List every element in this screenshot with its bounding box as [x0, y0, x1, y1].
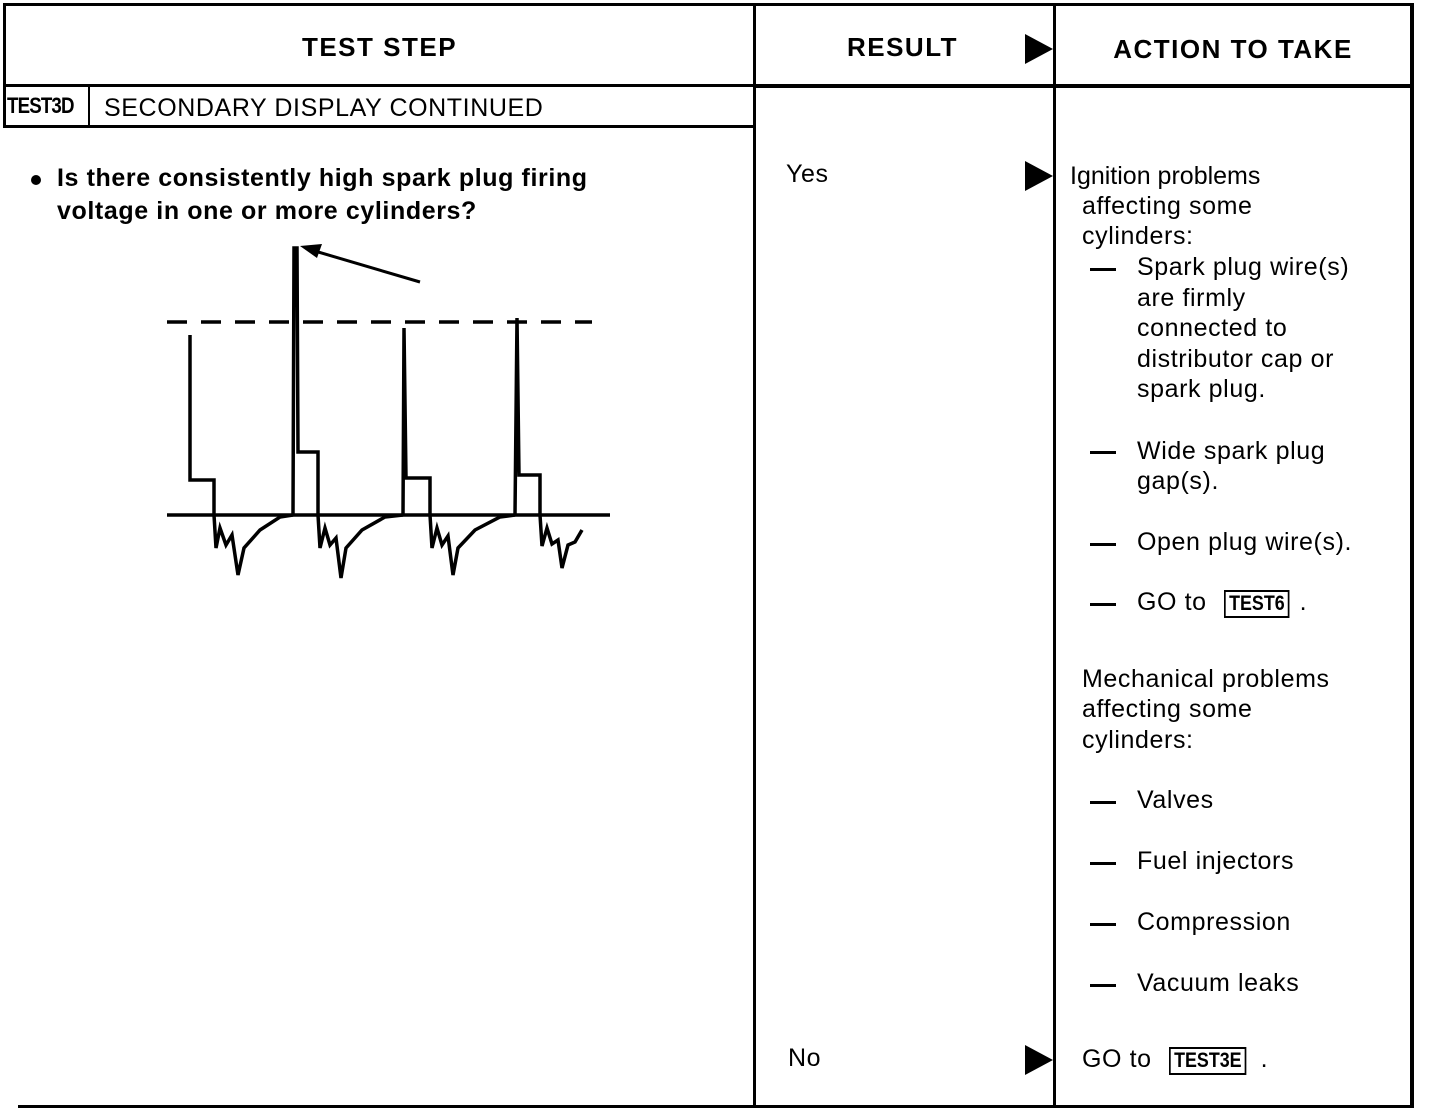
secondary-waveform-diagram: [160, 235, 620, 585]
header-bottom-rule-right: [755, 86, 1414, 88]
header-test-step: TEST STEP: [301, 32, 458, 62]
mechanical-heading-line-1: Mechanical problems: [1082, 665, 1330, 693]
goto-test6-prefix: GO to: [1137, 588, 1207, 616]
test6-link[interactable]: TEST6: [1224, 590, 1290, 618]
cylinder-trace-1: [190, 335, 293, 575]
ignition-heading-line-1: Ignition problems: [1070, 162, 1261, 190]
result-yes: Yes: [786, 160, 829, 188]
dash-icon: [1090, 801, 1116, 804]
ignition-item-1-line-5: spark plug.: [1137, 375, 1266, 403]
table-border-right: [1410, 3, 1414, 1108]
column-divider-2: [1053, 3, 1056, 1108]
result-no: No: [788, 1044, 822, 1072]
mechanical-item-3: Compression: [1137, 908, 1291, 936]
header-result-arrow-icon: [1025, 34, 1053, 64]
dash-icon: [1090, 923, 1116, 926]
ignition-heading-line-2: affecting some: [1082, 192, 1253, 220]
mechanical-item-2: Fuel injectors: [1137, 847, 1295, 875]
section-bottom-rule: [3, 125, 755, 128]
pointer-arrowhead: [300, 244, 322, 258]
dash-icon: [1090, 451, 1116, 454]
mechanical-item-4: Vacuum leaks: [1137, 969, 1300, 997]
dash-icon: [1090, 984, 1116, 987]
goto-test3e: [1082, 1044, 1268, 1075]
table-border-left: [3, 3, 6, 125]
dash-icon: [1090, 268, 1116, 271]
goto-test3e-suffix: .: [1260, 1045, 1269, 1073]
ignition-item-1-line-3: connected to: [1137, 314, 1288, 342]
dash-icon: [1090, 543, 1116, 546]
cylinder-trace-3: [403, 328, 515, 575]
dash-icon: [1090, 603, 1116, 606]
goto-test6-suffix: .: [1299, 588, 1308, 616]
dash-icon: [1090, 862, 1116, 865]
ignition-item-1-line-2: are firmly: [1137, 284, 1246, 312]
header-action: ACTION TO TAKE: [1113, 34, 1353, 64]
ignition-item-3-line-1: Open plug wire(s).: [1137, 528, 1353, 556]
cylinder-trace-2: [293, 248, 403, 578]
test3e-link[interactable]: TEST3E: [1169, 1047, 1247, 1075]
question-line-2: voltage in one or more cylinders?: [57, 197, 477, 225]
pointer-arrow: [308, 249, 420, 282]
result-yes-arrow-icon: [1025, 161, 1053, 191]
question-line-1: Is there consistently high spark plug firing: [57, 164, 588, 192]
section-test-label: TEST3D: [7, 93, 74, 118]
section-title: SECONDARY DISPLAY CONTINUED: [104, 94, 544, 122]
ignition-item-1-line-1: Spark plug wire(s): [1137, 253, 1350, 281]
column-divider-1: [753, 3, 756, 1108]
table-border-top: [3, 3, 1414, 6]
mechanical-heading-line-2: affecting some: [1082, 695, 1253, 723]
ignition-item-2-line-1: Wide spark plug: [1137, 437, 1326, 465]
ignition-item-1-line-4: distributor cap or: [1137, 345, 1334, 373]
goto-test3e-prefix: GO to: [1082, 1045, 1152, 1073]
goto-test6: [1137, 587, 1307, 618]
bullet-icon: [31, 175, 41, 185]
ignition-item-2-line-2: gap(s).: [1137, 467, 1220, 495]
table-border-bottom: [18, 1105, 1414, 1108]
header-result: RESULT: [846, 32, 959, 62]
ignition-heading-line-3: cylinders:: [1082, 222, 1194, 250]
section-label-divider: [88, 86, 90, 126]
mechanical-item-1: Valves: [1137, 786, 1214, 814]
result-no-arrow-icon: [1025, 1045, 1053, 1075]
cylinder-trace-4: [515, 318, 582, 568]
mechanical-heading-line-3: cylinders:: [1082, 726, 1194, 754]
